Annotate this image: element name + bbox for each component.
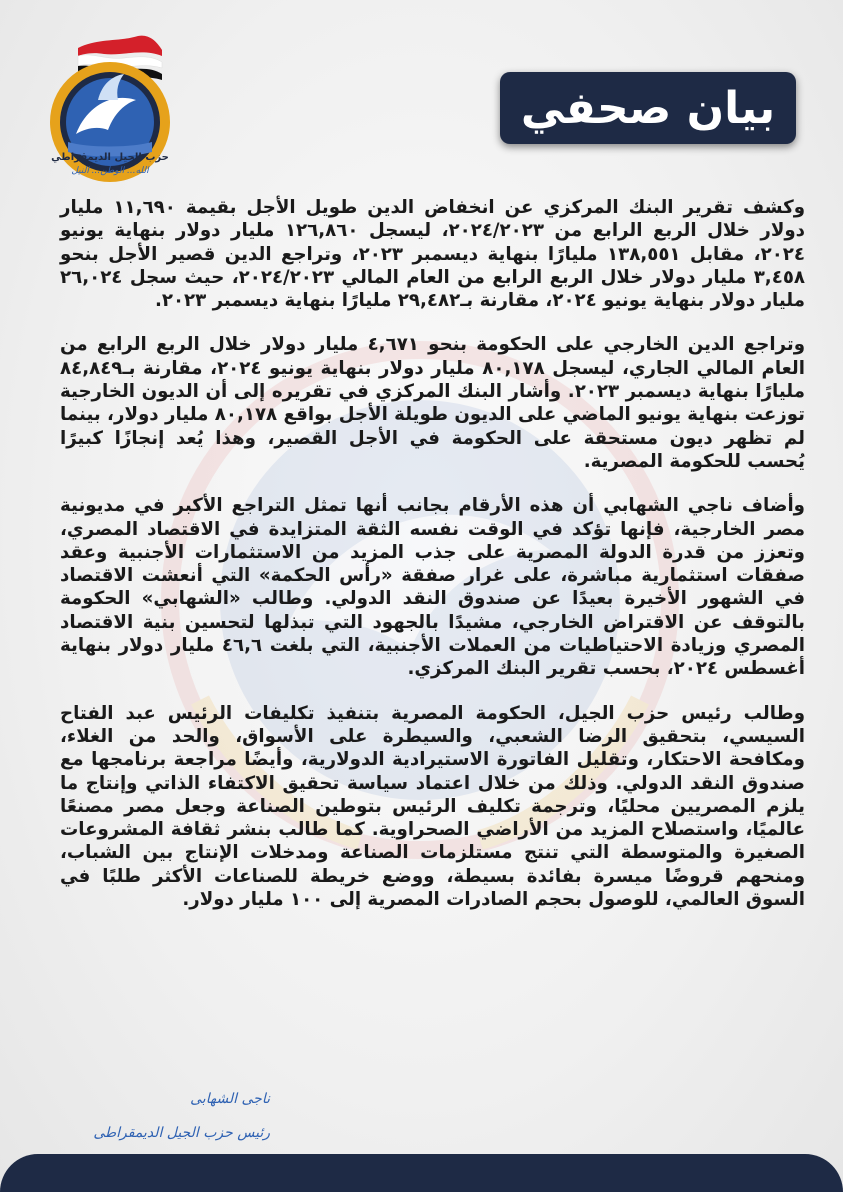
paragraph-1: وكشف تقرير البنك المركزي عن انخفاض الدين طويل الأجل بقيمة ١١,٦٩٠ مليار دولار خلال الربع الرابع من ٢٠٢٤/٢٠٢٣، ليسجل ١٢٦,٨٦٠ مليار دولار بنهاية يونيو ٢٠٢٤، مقابل ١٣٨,٥٥١ مليارًا بنهاية ديسمبر ٢٠٢٣، وتراجع الدين قصير الأجل بنحو ٣,٤٥٨ مليار دولار خلال الربع الرابع من العام المالي ٢٠٢٤/٢٠٢٣، حيث سجل ٢٦,٠٢٤ مليار دولار بنهاية يونيو ٢٠٢٤، مقارنة بـ٢٩,٤٨٢ مليارًا بنهاية ديسمبر ٢٠٢٣. [60, 197, 806, 312]
title-banner [500, 72, 796, 144]
paragraph-3: وأضاف ناجي الشهابي أن هذه الأرقام بجانب أنها تمثل التراجع الأكبر في مديونية مصر الخارجية، فإنها تؤكد في الوقت نفسه الثقة المتزايدة في الاقتصاد المصري، وتعزز من قدرة الدولة المصرية على جذب المزيد من الاستثمارات الأجنبية وعقد صفقات استثمارية مباشرة، على غرار صفقة «رأس الحكمة» التي أنعشت الاقتصاد في الشهور الأخيرة بعيدًا عن صندوق النقد الدولي. وطالب «الشهابي» الحكومة بالتوقف عن الاقتراض الخارجي، مشيدًا بالجهود التي تبذلها لتحسين بنية الاقتصاد المصري وزيادة الاحتياطيات من العملات الأجنبية، التي بلغت ٤٦,٦ مليار دولار بنهاية أغسطس ٢٠٢٤، بحسب تقرير البنك المركزي. [60, 495, 805, 680]
paragraph-4: وطالب رئيس حزب الجيل، الحكومة المصرية بتنفيذ تكليفات الرئيس عبد الفتاح السيسي، بتحقيق الرضا الشعبي، والسيطرة على الأسواق، والحد من الغلاء، ومكافحة الاحتكار، وتقليل الفاتورة الاستيرادية الدولارية، وأيضًا مراجعة برنامجها مع صندوق النقد الدولي. وذلك من خلال اعتماد سياسة تحقيق الاكتفاء الذاتي وإنتاج ما يلزم المصريين محليًا، وترجمة تكليف الرئيس بتوطين الصناعة وجعل مصر مصنعًا عالميًا، واستصلاح المزيد من الأراضي الصحراوية. كما طالب بنشر ثقافة المشروعات الصغيرة والمتوسطة التي تنتج مستلزمات الصناعة ومدخلات الإنتاج بين الشباب، ومنحهم قروضًا ميسرة بفائدة بسيطة، ووضع خريطة للصناعات الأكثر طلبًا في السوق العالمي، للوصول بحجم الصادرات المصرية إلى ١٠٠ مليار دولار. [60, 702, 805, 911]
logo-motto: الله... الوطن... النيل [71, 166, 149, 176]
page-title: بيان صحفي [520, 82, 776, 134]
signature-name: ناجى الشهابى [190, 1091, 270, 1107]
paragraph-2: وتراجع الدين الخارجي على الحكومة بنحو ٤,٦٧١ مليار دولار خلال الربع الرابع من العام المالي الجاري، ليسجل ٨٠,١٧٨ مليار دولار بنهاية يونيو ٢٠٢٤، مقارنة بـ٨٤,٨٤٩ مليارًا بنهاية ديسمبر ٢٠٢٣. وأشار البنك المركزي في تقريره إلى أن الديون الخارجية توزعت بنهاية يونيو الماضي على الديون طويلة الأجل بواقع ٨٠,١٧٨ مليار دولار، بينما لم تظهر ديون مستحقة على الحكومة في الأجل القصير، وهذا يُعد إنجازًا كبيرًا يُحسب للحكومة المصرية. [60, 334, 805, 472]
footer-band [0, 1154, 843, 1192]
logo-caption: حزب الجيل الديمقراطي [51, 152, 169, 163]
press-release-body [60, 196, 805, 932]
signature-title: رئيس حزب الجيل الديمقراطى [93, 1125, 270, 1141]
